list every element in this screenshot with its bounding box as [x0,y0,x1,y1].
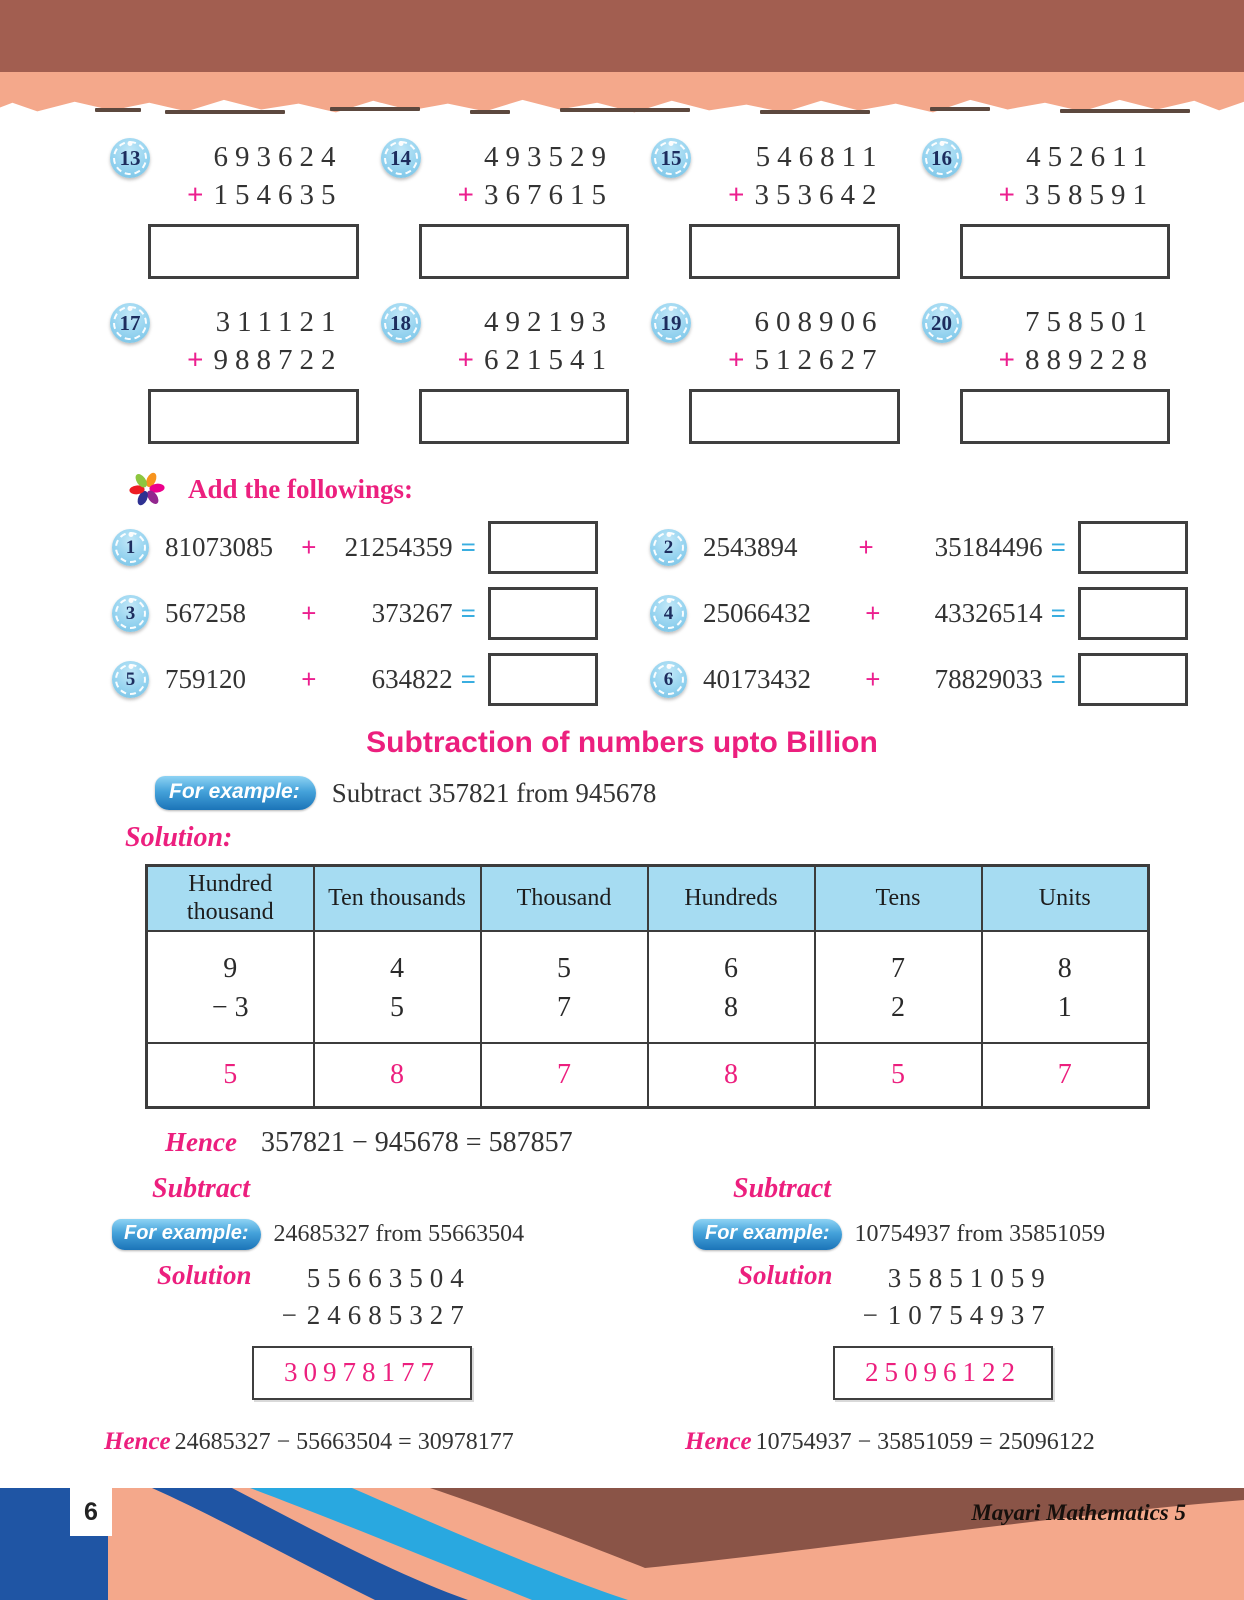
subtract-heading: Subtract [152,1172,251,1204]
digit-cell: 1 [982,987,1149,1043]
addend-bottom: 512627 [754,344,884,376]
equals-sign: = [1050,598,1066,628]
solution-label: Solution [738,1259,833,1290]
worked-example-left [0,1173,663,1456]
column-header: Thousand [481,866,648,932]
hence-label: Hence [685,1427,752,1455]
hence-label: Hence [165,1126,237,1157]
digit-cell: 7 [815,931,982,987]
addend-bottom: 367615 [484,179,613,211]
for-example-ribbon: For example: [155,776,316,810]
hence-statement [0,1127,1244,1159]
problem-number-badge: 13 [110,138,150,178]
problem-number-badge: 20 [922,303,962,343]
answer-box[interactable] [960,224,1171,279]
plus-sign: + [301,664,317,694]
addend-a: 40173432 [703,664,811,694]
addend-top: 693624 [213,141,343,173]
hence-statement [685,1428,1244,1456]
add-followings-heading [0,470,1244,508]
digit-cell: 5 [314,987,481,1043]
torn-text-remnant [470,110,510,114]
hence-label: Hence [104,1427,171,1455]
inline-problems-row-1 [0,521,1244,574]
answer-box[interactable] [148,389,359,444]
minuend: 55663504 [306,1262,471,1293]
plus-sign: + [457,344,474,376]
subtrahend: 10754937 [887,1299,1052,1330]
result-digit-cell: 7 [481,1043,648,1107]
digit-cell: 5 [481,931,648,987]
digit-cell: 7 [481,987,648,1043]
plus-sign: + [727,179,745,211]
digit-cell: − 3 [147,987,314,1043]
vertical-addition-grid [0,122,1244,468]
inline-problem-4 [650,587,1188,640]
digit-cell: 6 [648,931,815,987]
plus-sign: + [186,179,204,211]
addend-b: 35184496 [934,532,1043,562]
plus-sign: + [186,344,204,376]
plus-sign: + [998,344,1015,376]
subtraction-section-title: Subtraction of numbers upto Billion [366,726,878,759]
answer-box[interactable] [689,389,900,444]
addend-a: 81073085 [165,532,273,562]
addition-problem-20 [922,303,1193,444]
addend-top: 493529 [484,141,613,173]
torn-text-remnant [930,107,990,111]
equals-sign: = [1050,664,1066,694]
equals-sign: = [1050,532,1066,562]
digit-cell: 2 [815,987,982,1043]
minus-sign: − [862,1299,878,1330]
equals-sign: = [460,598,476,628]
addend-a: 2543894 [703,532,798,562]
problem-number-badge: 19 [651,303,691,343]
addend-b: 634822 [371,664,453,694]
addend-bottom: 154635 [213,179,343,211]
plus-sign: + [865,664,881,694]
addition-problem-19 [651,303,922,444]
addend-top: 311121 [215,306,343,338]
inline-problem-1 [112,521,650,574]
plus-sign: + [457,179,474,211]
torn-text-remnant [560,108,690,112]
plus-sign: + [727,344,745,376]
header-brown-stripe [0,0,1244,72]
place-value-table [145,864,1150,1109]
addend-b: 43326514 [934,598,1043,628]
column-header: Units [982,866,1149,932]
worked-example-right [663,1173,1244,1456]
column-header: Tens [815,866,982,932]
digit-cell: 4 [314,931,481,987]
hence-equation: 10754937 − 35851059 = 25096122 [755,1428,1095,1455]
addend-b: 373267 [371,598,453,628]
hence-equation: 357821 − 945678 = 587857 [260,1126,573,1158]
header-band [0,0,1244,122]
digit-cell: 8 [982,931,1149,987]
torn-text-remnant [95,108,141,112]
flower-asterisk-icon [128,470,166,508]
hence-statement [104,1428,663,1456]
answer-box[interactable] [488,587,598,640]
addend-bottom: 621541 [484,344,613,376]
problem-number-badge: 1 [112,529,149,566]
minuend: 35851059 [887,1262,1052,1293]
problem-number-badge: 2 [650,529,687,566]
inline-problem-2 [650,521,1188,574]
answer-box[interactable] [488,521,598,574]
problem-number-badge: 5 [112,661,149,698]
column-header: Hundred thousand [147,866,314,932]
column-header: Hundreds [648,866,815,932]
equals-sign: = [460,532,476,562]
addition-problem-15 [651,138,922,279]
addend-a: 25066432 [703,598,811,628]
addend-a: 567258 [165,598,246,628]
subtrahend: 24685327 [306,1299,471,1330]
problem-number-badge: 18 [381,303,421,343]
addition-problem-16 [922,138,1193,279]
addition-problem-18 [381,303,652,444]
column-header: Ten thousands [314,866,481,932]
hence-equation: 24685327 − 55663504 = 30978177 [174,1428,514,1455]
inline-problems-row-3 [0,653,1244,706]
subtrahend-row [147,987,1149,1043]
equals-sign: = [460,664,476,694]
inline-problem-3 [112,587,650,640]
worked-examples [0,1173,1244,1456]
inline-problems-row-2 [0,587,1244,640]
addend-bottom: 988722 [213,344,343,376]
solution-label: Solution [157,1259,252,1290]
addend-top: 608906 [754,306,884,338]
result-digit-cell: 8 [314,1043,481,1107]
inline-problem-5 [112,653,650,706]
page-number: 6 [70,1488,112,1536]
problem-number-badge: 17 [110,303,150,343]
addend-bottom: 889228 [1025,344,1154,376]
addition-problem-13 [110,138,381,279]
addend-top: 546811 [755,141,884,173]
plus-sign: + [301,598,317,628]
addend-a: 759120 [165,664,246,694]
result-row [147,1043,1149,1107]
addend-bottom: 358591 [1025,179,1154,211]
result-digit-cell: 5 [147,1043,314,1107]
addend-bottom: 353642 [754,179,884,211]
minuend-row [147,931,1149,987]
problem-number-badge: 3 [112,595,149,632]
torn-text-remnant [165,110,285,114]
answer-box[interactable] [419,389,630,444]
example-text: Subtract 357821 from 945678 [331,777,657,808]
answer-box[interactable] [689,224,900,279]
plus-sign: + [998,179,1015,211]
addition-problem-17 [110,303,381,444]
for-example-ribbon: For example: [112,1219,261,1250]
addition-problem-14 [381,138,652,279]
answer-box[interactable] [1078,521,1188,574]
plus-sign: + [865,598,881,628]
answer-box[interactable] [419,224,630,279]
torn-text-remnant [1060,109,1190,113]
addend-top: 492193 [484,306,613,338]
problem-number-badge: 14 [381,138,421,178]
inline-problem-6 [650,653,1188,706]
result-box: 30978177 [252,1346,472,1400]
page-footer [0,1488,1244,1600]
digit-cell: 9 [147,931,314,987]
table-header-row [147,866,1149,932]
digit-cell: 8 [648,987,815,1043]
subtraction-example-line [0,776,1244,810]
torn-text-remnant [330,107,420,111]
result-box: 25096122 [833,1346,1053,1400]
section-title: Add the followings: [188,473,414,504]
problem-number-badge: 15 [651,138,691,178]
example-text: 10754937 from 35851059 [854,1220,1106,1247]
problem-number-badge: 4 [650,595,687,632]
addend-top: 758501 [1025,306,1154,338]
answer-box[interactable] [1078,587,1188,640]
addend-top: 452611 [1026,141,1154,173]
subtract-heading: Subtract [733,1172,832,1204]
result-digit-cell: 8 [648,1043,815,1107]
minus-sign: − [281,1299,297,1330]
answer-box[interactable] [488,653,598,706]
answer-box[interactable] [960,389,1171,444]
problem-number-badge: 6 [650,661,687,698]
plus-sign: + [858,532,874,562]
solution-label: Solution: [125,822,233,853]
addend-b: 21254359 [344,532,453,562]
result-digit-cell: 5 [815,1043,982,1107]
problem-number-badge: 16 [922,138,962,178]
example-text: 24685327 from 55663504 [273,1220,525,1247]
answer-box[interactable] [148,224,359,279]
addend-b: 78829033 [934,664,1043,694]
torn-text-remnant [760,110,870,114]
plus-sign: + [301,532,317,562]
result-digit-cell: 7 [982,1043,1149,1107]
for-example-ribbon: For example: [693,1219,842,1250]
footer-brand: Mayari Mathematics 5 [971,1500,1186,1525]
answer-box[interactable] [1078,653,1188,706]
